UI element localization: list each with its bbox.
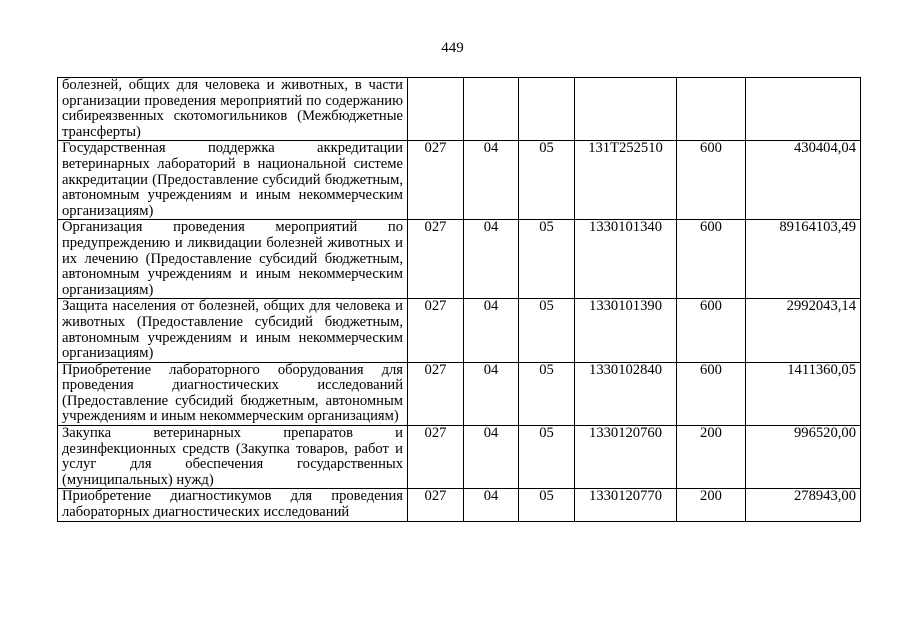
table-row — [58, 426, 861, 489]
row-description: Защита населения от болезней, общих для человека и животных (Предоставление субсидий бюджетным, автономным учреждениям и иным некоммерческим организациям) — [58, 299, 408, 362]
row-description: Организация проведения мероприятий по предупреждению и ликвидации болезней животных и их лечению (Предоставление субсидий бюджетным, автономным учреждениям и иным некоммерческим организациям) — [58, 220, 408, 299]
cell-sum: 2992043,14 — [746, 299, 861, 362]
cell-pr: 05 — [519, 489, 575, 521]
cell-vr: 600 — [677, 362, 746, 425]
row-description: Государственная поддержка аккредитации ветеринарных лабораторий в национальной системе аккредитации (Предоставление субсидий бюджетным, автономным учреждениям и иным некоммерческим организациям) — [58, 141, 408, 220]
cell-pr: 05 — [519, 220, 575, 299]
cell-csr: 1330101390 — [575, 299, 677, 362]
budget-table — [57, 77, 861, 522]
cell-sum: 996520,00 — [746, 426, 861, 489]
cell-vr: 600 — [677, 220, 746, 299]
row-description: Приобретение диагностикумов для проведения лабораторных диагностических исследований — [58, 489, 408, 521]
cell-csr: 1330102840 — [575, 362, 677, 425]
table-row — [58, 299, 861, 362]
page-number: 449 — [441, 40, 464, 56]
row-description: болезней, общих для человека и животных, в части организации проведения мероприятий по содержанию сибиреязвенных скотомогильников (Межбюджетные трансферты) — [58, 78, 408, 141]
cell-vr — [677, 78, 746, 141]
cell-ved: 027 — [408, 299, 464, 362]
cell-pr: 05 — [519, 362, 575, 425]
cell-rz: 04 — [464, 426, 519, 489]
cell-rz: 04 — [464, 220, 519, 299]
cell-ved: 027 — [408, 141, 464, 220]
cell-ved: 027 — [408, 362, 464, 425]
cell-rz: 04 — [464, 141, 519, 220]
cell-ved: 027 — [408, 220, 464, 299]
table-row — [58, 141, 861, 220]
cell-pr: 05 — [519, 426, 575, 489]
row-description: Закупка ветеринарных препаратов и дезинфекционных средств (Закупка товаров, работ и услуг для обеспечения государственных (муниципальных) нужд) — [58, 426, 408, 489]
cell-pr: 05 — [519, 141, 575, 220]
cell-csr: 1330120770 — [575, 489, 677, 521]
table-row — [58, 78, 861, 141]
cell-sum: 430404,04 — [746, 141, 861, 220]
cell-ved: 027 — [408, 489, 464, 521]
cell-vr: 200 — [677, 489, 746, 521]
cell-sum — [746, 78, 861, 141]
cell-sum: 89164103,49 — [746, 220, 861, 299]
cell-rz: 04 — [464, 489, 519, 521]
cell-sum: 1411360,05 — [746, 362, 861, 425]
table-row — [58, 362, 861, 425]
cell-rz: 04 — [464, 299, 519, 362]
cell-vr: 600 — [677, 299, 746, 362]
table-row — [58, 220, 861, 299]
cell-csr: 131Т252510 — [575, 141, 677, 220]
cell-ved — [408, 78, 464, 141]
cell-pr: 05 — [519, 299, 575, 362]
cell-sum: 278943,00 — [746, 489, 861, 521]
cell-csr: 1330120760 — [575, 426, 677, 489]
cell-csr — [575, 78, 677, 141]
table-row — [58, 489, 861, 521]
cell-pr — [519, 78, 575, 141]
cell-rz — [464, 78, 519, 141]
cell-ved: 027 — [408, 426, 464, 489]
cell-vr: 600 — [677, 141, 746, 220]
row-description: Приобретение лабораторного оборудования для проведения диагностических исследований (Предоставление субсидий бюджетным, автономным учреждениям и иным некоммерческим организациям) — [58, 362, 408, 425]
cell-rz: 04 — [464, 362, 519, 425]
cell-csr: 1330101340 — [575, 220, 677, 299]
cell-vr: 200 — [677, 426, 746, 489]
